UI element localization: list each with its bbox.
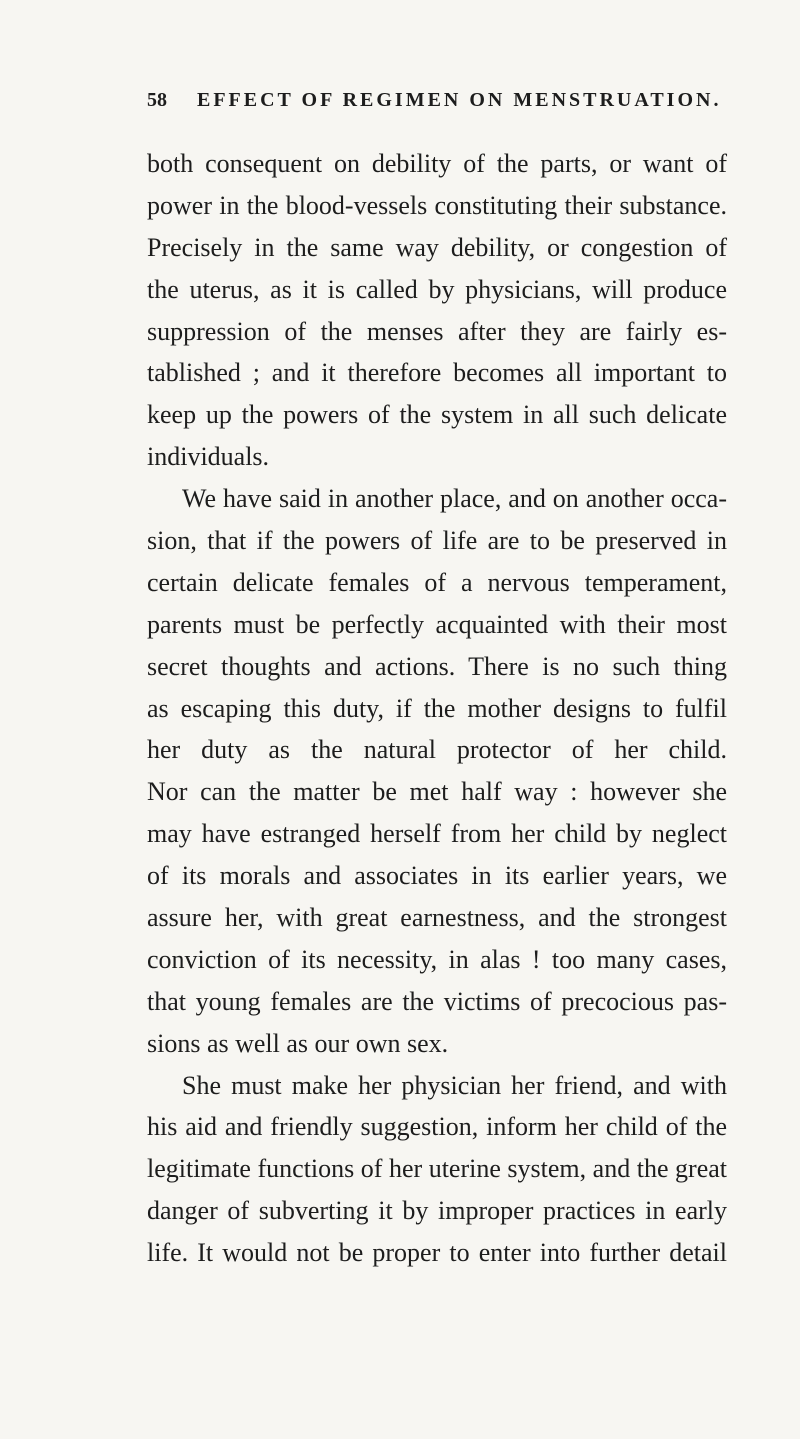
text-line: Precisely in the same way debility, or congestion of [147,232,727,262]
text-line: her duty as the natural protector of her child. [147,735,727,765]
text-line: that young females are the victims of precocious pas- [147,986,727,1016]
text-line: life. It would not be proper to enter into further detail [147,1238,727,1268]
text-line: of its morals and associates in its earlier years, we [147,861,727,891]
text-line: assure her, with great earnestness, and the strongest [147,903,727,933]
text-line: as escaping this duty, if the mother designs to fulfil [147,693,727,723]
text-line: danger of subverting it by improper practices in early [147,1196,727,1226]
running-title: EFFECT OF REGIMEN ON MENSTRUATION. [197,89,722,111]
text-line: certain delicate females of a nervous temperament, [147,567,727,597]
text-line: power in the blood-vessels constituting their substance. [147,190,727,220]
text-line: keep up the powers of the system in all such delicate [147,400,727,430]
text-line: parents must be perfectly acquainted with their most [147,609,727,639]
text-line: conviction of its necessity, in alas ! too many cases, [147,944,727,974]
text-line: the uterus, as it is called by physicians, will produce [147,274,727,304]
text-line: sions as well as our own sex. [147,1028,449,1058]
text-line: Nor can the matter be met half way : however she [147,777,727,807]
text-line: both consequent on debility of the parts, or want of [147,149,727,178]
text-line: may have estranged herself from her child by neglect [147,819,727,849]
text-line: sion, that if the powers of life are to be preserved in [147,526,727,556]
text-line: legitimate functions of her uterine system, and the great [147,1154,727,1184]
text-line: individuals. [147,442,270,472]
page-number: 58 [147,89,167,111]
text-line: his aid and friendly suggestion, inform her child of the [147,1112,727,1142]
page-header [147,89,727,119]
body-text [147,143,727,1274]
text-line: She must make her physician her friend, and with [182,1070,727,1100]
text-line: suppression of the menses after they are fairly es- [147,316,727,346]
text-line: tablished ; and it therefore becomes all important to [147,358,727,388]
text-line: secret thoughts and actions. There is no such thing [147,651,727,681]
text-line: We have said in another place, and on another occa- [182,484,727,514]
